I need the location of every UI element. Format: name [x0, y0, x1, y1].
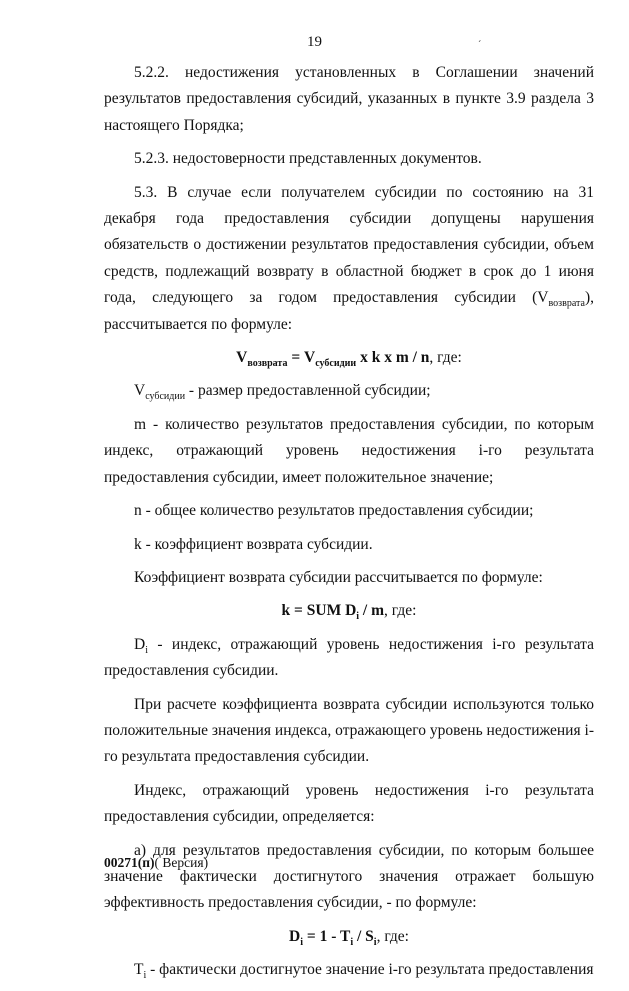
page-number: 19 [307, 34, 322, 50]
document-footer: 00271(п)( Версия) [104, 855, 209, 870]
document-body [104, 60, 594, 991]
definition-d: $D_i$ - индекс, отражающий уровень недостижения i-го результата предоставления субсидии. [104, 635, 594, 680]
paragraph-coefficient: Коэффициент возврата субсидии рассчитывается по формуле: [134, 568, 543, 586]
formula-refund-volume: $V_{возврата} = V_{субсидии}$ x k x m / n, где: [236, 349, 462, 370]
paragraph-5-2-3: 5.2.3. недостоверности представленных документов. [134, 150, 482, 168]
paragraph-index-defined: Индекс, отражающий уровень недостижения i-го результата предоставления субсидии, определяется: [104, 781, 594, 826]
paragraph-5-2-2: 5.2.2. недостижения установленных в Соглашении значений результатов предоставления субсидий, указанных в пункте 3.9 раздела 3 настоящего Порядка; [104, 64, 594, 134]
definition-t: $T_i$ - фактически достигнутое значение i-го результата предоставления [134, 961, 594, 982]
paragraph-5-3: 5.3. В случае если получателем субсидии по состоянию на 31 декабря года предоставления субсидии допущены нарушения обязательств о достижении результатов предоставления субсидии, объем средств, подлежащий возврату в областной бюджет в срок до 1 июня года, следующего за годом предоставления субсидии $(V_{возврата})$, рассчитывается по формуле: [104, 183, 594, 333]
definition-n: n - общее количество результатов предоставления субсидии; [134, 502, 534, 520]
formula-coefficient: k = SUM $D_i$ / m, где: [281, 602, 417, 623]
formula-index: $D_i = 1 - T_i / S_i$, где: [289, 927, 409, 948]
definition-k: k - коэффициент возврата субсидии. [134, 535, 373, 553]
paragraph-case-a: а) для результатов предоставления субсидии, по которым большее значение фактически достигнутого значения отражает большую эффективность предоставления субсидии, - по формуле: [104, 841, 594, 912]
paragraph-positive-values: При расчете коэффициента возврата субсидии используются только положительные значения индекса, отражающего уровень недостижения i-го результата предоставления субсидии. [104, 695, 594, 766]
definition-m: m - количество результатов предоставления субсидии, по которым индекс, отражающий уровень недостижения i-го результата предоставления субсидии, имеет положительное значение; [104, 415, 594, 486]
definition-v-subsidy: $V_{субсидии}$ - размер предоставленной субсидии; [134, 382, 431, 403]
scan-speck: ´ [478, 40, 482, 51]
